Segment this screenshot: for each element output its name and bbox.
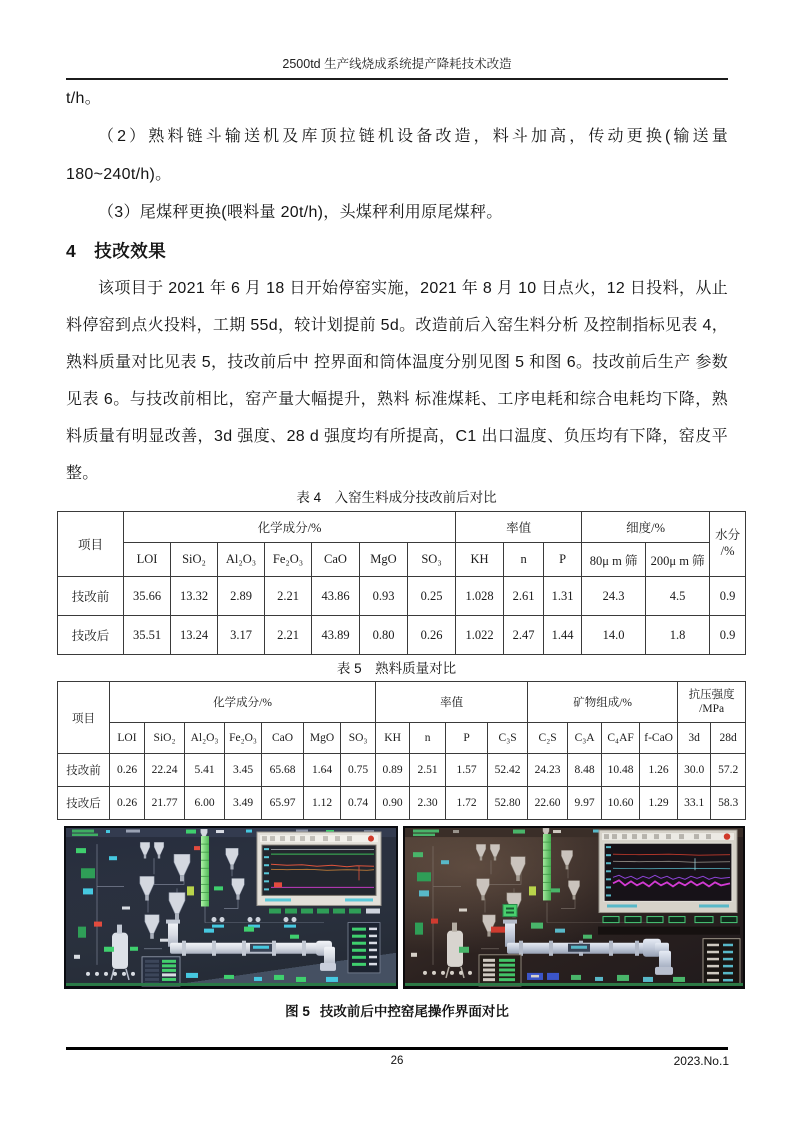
t4-cell: 35.66 <box>124 577 171 616</box>
t4-cell: 1.028 <box>456 577 504 616</box>
t4-subhead: P <box>544 543 582 577</box>
t4-subhead: n <box>504 543 544 577</box>
t4-cell: 0.80 <box>360 616 408 655</box>
paragraph-item3: （3）尾煤秤更换(喂料量 20t/h)，头煤秤利用原尾煤秤。 <box>98 204 503 221</box>
t5-cell: 5.41 <box>185 754 225 787</box>
t4-row-label: 技改前 <box>58 577 124 616</box>
t5-subhead: C₄AF <box>602 723 640 754</box>
running-head-title: 2500td 生产线烧成系统提产降耗技术改造 <box>66 54 728 80</box>
t4-cell: 0.93 <box>360 577 408 616</box>
issue-label: 2023.No.1 <box>673 1054 729 1068</box>
t4-group-fineness: 细度/% <box>582 512 710 543</box>
t4-subhead: Al₂O₃ <box>218 543 265 577</box>
t4-cell: 2.89 <box>218 577 265 616</box>
t4-cell: 3.17 <box>218 616 265 655</box>
t4-cell: 4.5 <box>646 577 710 616</box>
t5-subhead: KH <box>376 723 410 754</box>
t4-subhead: LOI <box>124 543 171 577</box>
t5-group-strength <box>678 682 746 723</box>
table-row <box>58 787 746 820</box>
t5-header-item: 项目 <box>58 682 110 754</box>
footer-rule <box>66 1047 728 1050</box>
riser-duct-column <box>201 829 209 906</box>
t5-cell: 22.60 <box>528 787 568 820</box>
table-row <box>58 577 746 616</box>
t5-cell: 0.89 <box>376 754 410 787</box>
t4-cell: 2.21 <box>265 577 312 616</box>
t5-cell: 0.26 <box>110 754 145 787</box>
t4-subhead: SO₃ <box>408 543 456 577</box>
figure5-caption-text: 技改前后中控窑尾操作界面对比 <box>319 1004 509 1019</box>
t4-cell: 2.21 <box>265 616 312 655</box>
t4-cell: 0.9 <box>710 577 746 616</box>
t4-moisture-line2: /% <box>720 544 735 558</box>
t5-cell: 57.2 <box>711 754 746 787</box>
t5-subhead: SO₃ <box>341 723 376 754</box>
t4-subhead: MgO <box>360 543 408 577</box>
trend-chart-window <box>257 832 381 905</box>
taskbar-strip <box>66 983 396 986</box>
t5-subhead: 28d <box>711 723 746 754</box>
table4-title: 表 4 入窑生料成分技改前后对比 <box>296 490 497 505</box>
highlight-green-box <box>503 904 517 916</box>
t5-row-label: 技改后 <box>58 787 110 820</box>
t5-subhead: 3d <box>678 723 711 754</box>
body-text <box>66 80 728 492</box>
t4-cell: 1.8 <box>646 616 710 655</box>
t5-cell: 10.60 <box>602 787 640 820</box>
t5-subhead: SiO₂ <box>145 723 185 754</box>
t5-cell: 10.48 <box>602 754 640 787</box>
section-heading: 4 技改效果 <box>66 241 167 261</box>
t5-cell: 6.00 <box>185 787 225 820</box>
t5-cell: 2.30 <box>410 787 446 820</box>
t5-cell: 58.3 <box>711 787 746 820</box>
t5-strength-line1: 抗压强度 <box>688 688 735 701</box>
t5-cell: 3.45 <box>225 754 262 787</box>
t5-subhead: Al₂O₃ <box>185 723 225 754</box>
t4-cell: 14.0 <box>582 616 646 655</box>
t4-cell: 13.32 <box>171 577 218 616</box>
table4-raw-meal-comparison <box>57 511 746 655</box>
table5-clinker-quality-comparison <box>57 681 746 820</box>
t4-cell: 0.25 <box>408 577 456 616</box>
parameter-list-block <box>142 957 180 986</box>
t4-cell: 0.9 <box>710 616 746 655</box>
table-row <box>58 754 746 787</box>
status-panel-right <box>348 923 380 973</box>
t5-cell: 21.77 <box>145 787 185 820</box>
t4-group-ratio: 率值 <box>456 512 582 543</box>
t4-subhead: KH <box>456 543 504 577</box>
t4-cell: 1.022 <box>456 616 504 655</box>
t5-cell: 65.68 <box>262 754 304 787</box>
t5-cell: 33.1 <box>678 787 711 820</box>
t5-cell: 1.29 <box>640 787 678 820</box>
t5-cell: 65.97 <box>262 787 304 820</box>
t4-cell: 1.31 <box>544 577 582 616</box>
t5-subhead: P <box>446 723 488 754</box>
t4-cell: 43.86 <box>312 577 360 616</box>
t5-subhead: MgO <box>304 723 341 754</box>
t4-cell: 13.24 <box>171 616 218 655</box>
figure5-caption <box>66 1000 728 1020</box>
figure5-caption-label: 图 5 <box>285 1004 310 1019</box>
t4-cell: 24.3 <box>582 577 646 616</box>
dark-band <box>598 927 740 935</box>
t4-moisture-line1: 水分 <box>715 528 741 543</box>
t5-cell: 30.0 <box>678 754 711 787</box>
page-number: 26 <box>390 1055 404 1067</box>
dcs-screenshot-after <box>403 826 745 989</box>
t4-cell: 2.47 <box>504 616 544 655</box>
t4-cell: 1.44 <box>544 616 582 655</box>
t5-subhead: Fe₂O₃ <box>225 723 262 754</box>
t5-cell: 52.42 <box>488 754 528 787</box>
t4-header-moisture <box>710 512 746 577</box>
t5-cell: 22.24 <box>145 754 185 787</box>
t4-subhead: 80μ m 筛 <box>582 543 646 577</box>
close-icon <box>724 833 730 839</box>
t5-cell: 0.74 <box>341 787 376 820</box>
t5-cell: 1.12 <box>304 787 341 820</box>
trend-chart-window <box>599 830 737 913</box>
t5-cell: 9.97 <box>568 787 602 820</box>
riser-duct-column <box>543 828 551 900</box>
paragraph-item2: （2）熟料链斗输送机及库顶拉链机设备改造，料斗加高，传动更换(输送量180~240t/h)。 <box>66 128 728 183</box>
t4-header-item: 项目 <box>58 512 124 577</box>
t5-subhead: n <box>410 723 446 754</box>
t4-cell: 43.89 <box>312 616 360 655</box>
t4-cell: 35.51 <box>124 616 171 655</box>
t5-subhead: CaO <box>262 723 304 754</box>
t5-group-ratio: 率值 <box>376 682 528 723</box>
t5-cell: 1.64 <box>304 754 341 787</box>
t4-cell: 0.26 <box>408 616 456 655</box>
t5-cell: 0.75 <box>341 754 376 787</box>
t5-cell: 1.57 <box>446 754 488 787</box>
t4-subhead: CaO <box>312 543 360 577</box>
dcs-screenshot-before <box>64 826 398 989</box>
t5-cell: 3.49 <box>225 787 262 820</box>
table-row <box>58 616 746 655</box>
t5-cell: 2.51 <box>410 754 446 787</box>
t4-row-label: 技改后 <box>58 616 124 655</box>
t4-subhead: Fe₂O₃ <box>265 543 312 577</box>
t5-subhead: LOI <box>110 723 145 754</box>
table5-title: 表 5 熟料质量对比 <box>336 661 457 676</box>
close-icon <box>368 836 374 842</box>
t5-subhead: f-CaO <box>640 723 678 754</box>
t4-subhead: 200μ m 筛 <box>646 543 710 577</box>
t5-cell: 1.72 <box>446 787 488 820</box>
status-panel-right <box>703 939 740 985</box>
t5-cell: 1.26 <box>640 754 678 787</box>
taskbar-strip <box>405 983 743 986</box>
t5-cell: 24.23 <box>528 754 568 787</box>
parameter-list-block <box>479 955 521 986</box>
paragraph-carryover: t/h。 <box>66 90 101 107</box>
figure5-photos <box>64 826 745 989</box>
t5-cell: 52.80 <box>488 787 528 820</box>
t4-group-chemical: 化学成分/% <box>124 512 456 543</box>
t5-row-label: 技改前 <box>58 754 110 787</box>
t4-subhead: SiO₂ <box>171 543 218 577</box>
t4-cell: 2.61 <box>504 577 544 616</box>
t5-cell: 0.90 <box>376 787 410 820</box>
paragraph-effect: 该项目于 2021 年 6 月 18 日开始停窑实施，2021 年 8 月 10 日点火，12 日投料，从止料停窑到点火投料，工期 55d，较计划提前 5d。改造前后入窑生料分析 及控制指标见表 4，熟料质量对比见表 5，技改前后中 控界面和筒体温度分别见图 5 和图 6。技改前后生产 参数见表 6。与技改前相比，窑产量大幅提升，熟料 标准煤耗、工序电耗和综合电耗均下降，熟料质量有明显改善，3d 强度、28 d 强度均有所提高，C1 出口温度、负压均有下降，窑皮平整。 <box>66 280 728 482</box>
t5-strength-line2: /MPa <box>699 703 725 715</box>
t5-subhead: C₃S <box>488 723 528 754</box>
t5-subhead: C₂S <box>528 723 568 754</box>
t5-cell: 8.48 <box>568 754 602 787</box>
t5-group-chemical: 化学成分/% <box>110 682 376 723</box>
t5-cell: 0.26 <box>110 787 145 820</box>
t5-subhead: C₃A <box>568 723 602 754</box>
t5-group-mineral: 矿物组成/% <box>528 682 678 723</box>
